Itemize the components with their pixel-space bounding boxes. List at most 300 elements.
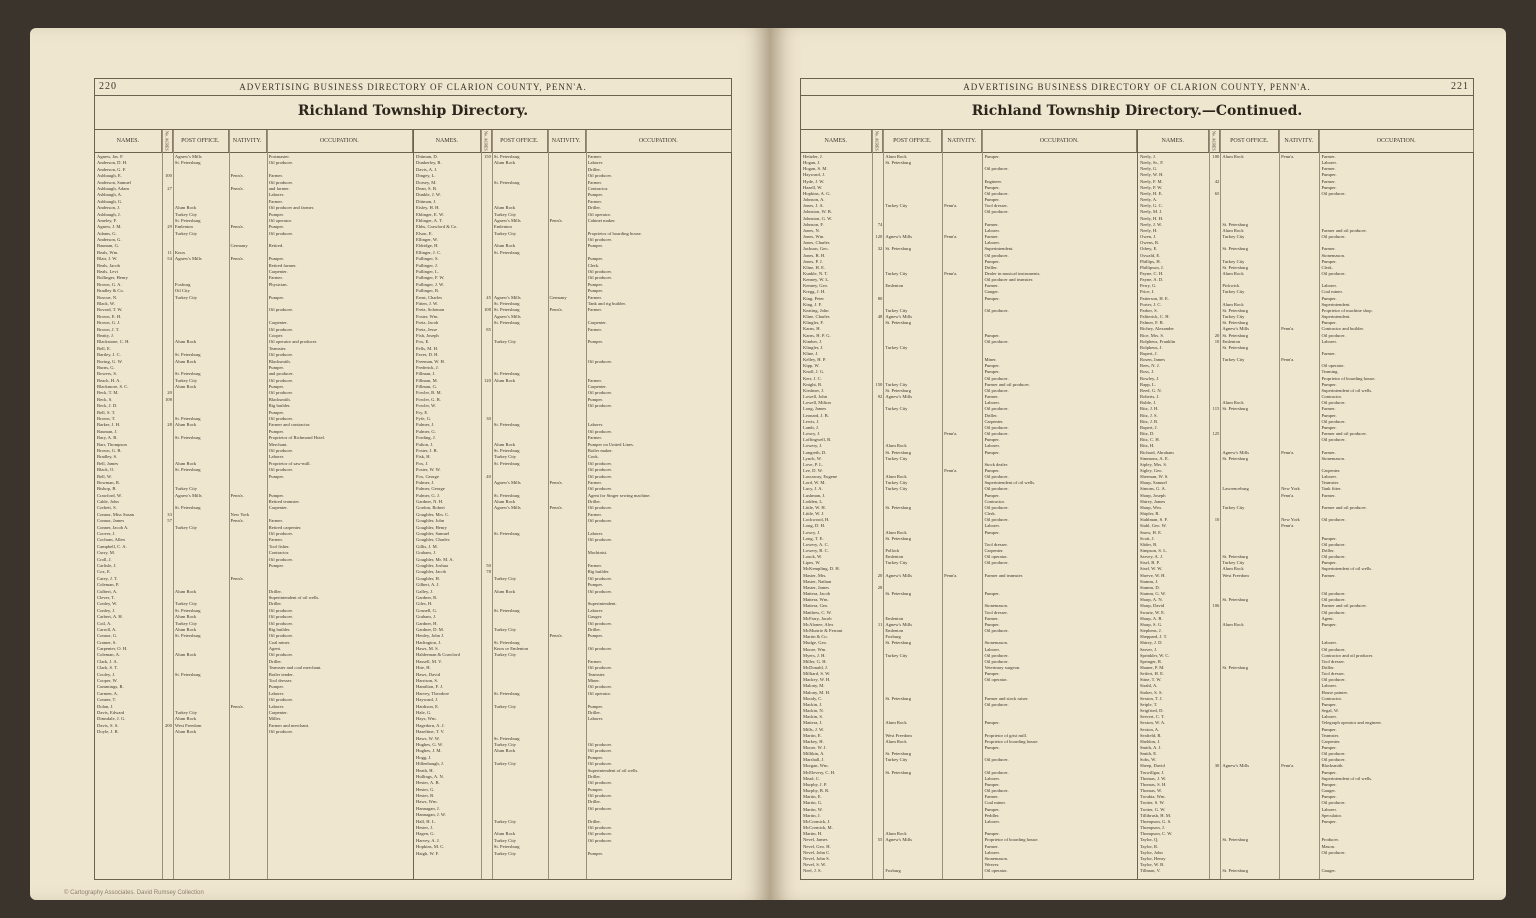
occupation-cell: Farmer and oil producer.	[1321, 227, 1367, 233]
acres-cell: 100	[1212, 154, 1220, 159]
occupation-cell: Pumper.	[268, 428, 284, 434]
occupation-cell: Stonemason.	[984, 640, 1009, 646]
name-cell: Haws, W. W.	[416, 735, 440, 741]
name-cell: Carmen, A.	[97, 690, 119, 696]
name-cell: Haws, Wm.	[416, 799, 438, 805]
post-office-cell: Turkey City	[1222, 258, 1245, 264]
occupation-cell: Oil operator and producer.	[268, 339, 318, 345]
occupation-cell: Oil producer.	[268, 352, 293, 358]
name-cell: Knoll, J. G.	[803, 369, 825, 375]
name-cell: Conner, T.	[97, 697, 117, 703]
name-cell: Gillis, J. M.	[416, 543, 438, 549]
name-cell: Long, James	[803, 406, 827, 412]
occupation-cell: Pumper.	[984, 591, 1000, 597]
name-cell: Bartley, J. C.	[97, 352, 121, 358]
name-cell: Fells, M. H.	[416, 345, 439, 351]
name-cell: Hillenbaugh, J.	[416, 761, 444, 767]
post-office-cell: St. Petersburg	[174, 160, 201, 166]
occupation-cell: Laborer.	[1321, 683, 1337, 689]
occupation-cell: Oil producer.	[587, 793, 612, 799]
acres-cell: 20	[167, 390, 172, 396]
name-cell: Cooper, W.	[97, 678, 118, 684]
occupation-cell: Driller.	[587, 499, 601, 505]
name-cell: Dunkle, J. W.	[416, 192, 441, 198]
occupation-cell: Oil producer.	[587, 620, 612, 626]
name-cell: Ashbaugh, Adam	[97, 185, 129, 191]
name-cell: Hester, B.	[416, 793, 435, 799]
name-cell: Hazeltine, T. V.	[416, 729, 445, 735]
name-cell: Dolan, J.	[97, 703, 114, 709]
occupation-cell: Producer.	[1321, 837, 1339, 843]
name-cell: Shipler, R.	[1140, 511, 1160, 517]
acres-cell: 125	[1212, 431, 1220, 437]
left-page-number: 220	[99, 81, 117, 92]
occupation-cell: Postmaster.	[268, 154, 290, 159]
occupation-cell: Retired farmer.	[268, 262, 297, 268]
occupation-cell: Farmer.	[1321, 246, 1336, 252]
name-cell: Neely, P. W.	[1140, 184, 1163, 190]
occupation-cell: Pumper.	[587, 582, 603, 588]
name-cell: Halderman & Crawford	[416, 652, 460, 658]
name-cell: Roberts, J.	[1140, 394, 1160, 400]
post-office-cell: St. Petersburg	[493, 371, 520, 377]
post-office-cell: Agnew's Mills	[885, 572, 913, 578]
name-cell: Bradley & Co.	[97, 288, 124, 294]
right-page-number: 221	[1451, 81, 1469, 92]
nativity-cell: Penn'a.	[944, 234, 958, 240]
name-cell: Lockwood, H.	[803, 517, 830, 523]
right-page-frame	[800, 78, 1474, 880]
right-running-head	[801, 79, 1473, 96]
directory-rows	[414, 154, 732, 875]
post-office-cell: Turkey City	[1222, 234, 1245, 240]
occupation-cell: Oil producer.	[984, 701, 1009, 707]
post-office-cell: Alum Rock	[174, 729, 197, 735]
occupation-cell: Proprietor of boarding house.	[587, 230, 642, 236]
occupation-cell: Rig builder.	[587, 569, 610, 575]
occupation-cell: Laborer.	[984, 240, 1000, 246]
post-office-cell: Alum Rock	[174, 626, 197, 632]
occupation-cell: Pumper.	[984, 369, 1000, 375]
occupation-cell: Carpenter.	[587, 384, 607, 390]
name-cell: Neely, J. W.	[1140, 221, 1163, 227]
nativity-cell: Penn'a.	[944, 203, 958, 209]
post-office-cell: St. Petersburg	[1222, 554, 1249, 560]
name-cell: Dimsdale, J. G.	[97, 716, 126, 722]
occupation-cell: Contractor.	[984, 498, 1005, 504]
acres-cell: 115	[1212, 406, 1220, 412]
occupation-cell: Oil producer.	[268, 307, 293, 313]
occupation-cell: Stonemason.	[1321, 252, 1346, 258]
name-cell: Porter, J. C.	[1140, 301, 1162, 307]
occupation-cell: Tool dresser.	[1321, 658, 1345, 664]
post-office-cell: Turkey City	[885, 381, 908, 387]
post-office-cell: Alum Rock	[1222, 400, 1244, 406]
occupation-cell: Farmer.	[587, 198, 602, 204]
name-cell: Troubia, Wm.	[1140, 794, 1166, 800]
occupation-cell: Clerk.	[1321, 264, 1333, 270]
name-cell: Snow, H. E.	[1140, 529, 1163, 535]
occupation-cell: Pumper.	[1321, 745, 1337, 750]
name-cell: Campbell, C. A.	[97, 543, 127, 549]
post-office-cell: Alum Rock	[885, 738, 907, 744]
post-office-cell: St. Petersburg	[1222, 455, 1249, 461]
occupation-cell: Oil producer.	[1321, 234, 1346, 240]
name-cell: Fullinger, L.	[416, 269, 439, 275]
column-header: NATIVITY.	[1279, 130, 1319, 152]
name-cell: Ernst, Charles	[416, 294, 443, 300]
name-cell: Harvey, Theodore	[416, 690, 450, 696]
name-cell: Mackin, S.	[803, 714, 824, 720]
post-office-cell: Turkey City	[174, 211, 198, 217]
name-cell: Hamilton, F. J.	[416, 684, 444, 690]
post-office-cell: St. Petersburg	[1222, 406, 1249, 412]
occupation-cell: Oil producer.	[1321, 437, 1346, 443]
name-cell: Eldridge, H.	[416, 243, 439, 249]
post-office-cell: Agnew's Mills	[174, 492, 202, 498]
name-cell: Little, W. H.	[803, 504, 826, 510]
occupation-cell: Contractor and builder.	[1321, 326, 1364, 332]
nativity-cell: Penn'a.	[1281, 763, 1295, 769]
occupation-cell: Oil producer.	[587, 173, 612, 179]
post-office-cell: Turkey City	[1222, 357, 1245, 363]
name-cell: Kenney, W. L.	[803, 277, 830, 283]
name-cell: Hogan, J.	[803, 160, 821, 166]
occupation-cell: Oil producer.	[587, 237, 612, 243]
name-cell: Hagedorn, A. J.	[416, 722, 445, 728]
occupation-cell: Oil producer.	[268, 614, 293, 620]
occupation-cell: Oil producer.	[587, 269, 612, 275]
post-office-cell: St. Petersburg	[1222, 246, 1249, 252]
occupation-cell: Driller.	[984, 264, 998, 270]
post-office-cell: Oil City	[174, 288, 190, 294]
occupation-cell: Driller.	[587, 818, 601, 824]
post-office-cell: Alum Rock	[885, 831, 907, 837]
name-cell: Clark, J. A.	[97, 658, 118, 664]
occupation-cell: Farmer.	[587, 307, 602, 313]
post-office-cell: Alum Rock	[493, 441, 516, 447]
name-cell: Malony, M.	[803, 683, 825, 689]
occupation-cell: Superintendent of oil wells.	[1321, 566, 1373, 572]
occupation-cell: Boiler tender.	[268, 671, 294, 677]
occupation-cell: Oil producer.	[268, 447, 293, 453]
post-office-cell: St. Petersburg	[1222, 597, 1249, 603]
acres-cell: 20	[1214, 332, 1220, 338]
post-office-cell: St. Petersburg	[174, 671, 201, 677]
occupation-cell: Driller.	[984, 412, 998, 418]
post-office-cell: Turkey City	[174, 709, 198, 715]
occupation-cell: Oil operator.	[984, 868, 1008, 874]
name-cell: Seiple, T.	[1140, 701, 1158, 707]
occupation-cell: Pumper.	[984, 492, 1000, 498]
occupation-cell: Contractor.	[1321, 394, 1342, 400]
name-cell: Neely, A.	[1140, 197, 1158, 203]
name-cell: Neely, H.	[1140, 227, 1158, 233]
name-cell: Rolpheus, J.	[1140, 344, 1163, 350]
name-cell: Graham, J.	[416, 614, 437, 620]
occupation-cell: Pumper.	[984, 363, 1000, 369]
acres-cell: 30	[1214, 763, 1220, 769]
occupation-cell: Pumper.	[984, 781, 1000, 787]
name-cell: Fording, J.	[416, 435, 436, 441]
occupation-cell: Oil producer.	[587, 467, 612, 473]
occupation-cell: Laborer.	[587, 607, 604, 613]
acres-cell: 150	[484, 154, 491, 159]
name-cell: Jones, B. H.	[803, 252, 826, 258]
nativity-cell: Penn'a.	[1281, 523, 1295, 529]
name-cell: Boring, G. W.	[97, 358, 123, 364]
post-office-cell: Turkey City	[1222, 289, 1245, 295]
post-office-cell: Emlenton	[885, 628, 904, 634]
post-office-cell: St. Petersburg	[885, 640, 912, 646]
column-header: No. ACRES.	[162, 130, 173, 152]
name-cell: Carey, J. T.	[97, 575, 118, 581]
acres-cell: 11	[167, 249, 172, 255]
occupation-cell: Superintendent.	[1321, 301, 1351, 307]
occupation-cell: Machinist.	[587, 550, 608, 556]
name-cell: Sharp, A. N.	[1140, 597, 1163, 603]
name-cell: Haigh, W. F.	[416, 850, 439, 856]
left-page-frame	[94, 78, 732, 880]
name-cell: Fullinger, J.	[416, 262, 438, 268]
post-office-cell: Turkey City	[885, 560, 908, 566]
name-cell: Jones, J. A.	[803, 203, 824, 209]
table-row	[1138, 868, 1474, 874]
post-office-cell: St. Petersburg	[493, 422, 520, 428]
occupation-cell: Pumper.	[1321, 320, 1337, 326]
post-office-cell: Alum Rock	[493, 205, 516, 211]
name-cell: Langreth, D.	[803, 449, 827, 455]
post-office-cell: Foxburg	[174, 281, 191, 287]
name-cell: Sigley, Geo.	[1140, 467, 1163, 473]
occupation-cell: Oil producer.	[984, 658, 1009, 664]
name-cell: Sharp, Samuel	[1140, 480, 1167, 486]
occupation-cell: Oil producer.	[984, 652, 1009, 658]
post-office-cell: Turkey City	[493, 703, 517, 709]
name-cell: Kerr, J. C.	[803, 375, 822, 381]
occupation-cell: Farmer.	[1321, 178, 1336, 184]
occupation-cell: Oil producer.	[1321, 332, 1346, 338]
post-office-cell: Alum Rock	[1222, 270, 1244, 276]
name-cell: Springer, R.	[1140, 658, 1163, 664]
name-cell: Haws, David	[416, 671, 440, 677]
post-office-cell: Turkey City	[174, 230, 198, 236]
name-cell: Stahl, Geo. W.	[1140, 523, 1167, 529]
name-cell: Galley, J.	[416, 588, 434, 594]
occupation-cell: Segal, W.	[1321, 708, 1339, 714]
name-cell: Martin, E.	[803, 794, 822, 800]
occupation-cell: Gauger.	[587, 614, 603, 620]
occupation-cell: Oil producer.	[587, 831, 612, 837]
name-cell: McCormick, M.	[803, 825, 833, 831]
post-office-cell: St. Petersburg	[885, 387, 912, 393]
name-cell: Lowery, J.	[803, 443, 823, 449]
acres-cell: 10	[1214, 517, 1220, 523]
occupation-cell: Pumper.	[268, 563, 284, 568]
occupation-cell: Retired carpenter.	[268, 524, 302, 530]
acres-cell: 120	[875, 234, 883, 240]
post-office-cell: St. Petersburg	[885, 769, 912, 775]
acres-cell: 11	[877, 621, 883, 627]
occupation-cell: Farmer.	[268, 198, 283, 204]
name-cell: Moore, Wm.	[803, 646, 827, 652]
post-office-cell: St. Petersburg	[174, 371, 201, 377]
name-cell: Martin & Co.	[803, 634, 828, 640]
column-header: No. ACRES.	[872, 130, 884, 152]
column-header: OCCUPATION.	[586, 130, 732, 152]
name-cell: Beatty, J.	[97, 332, 114, 338]
name-cell: Phillipson, J.	[1140, 264, 1164, 270]
name-cell: Hayward, J.	[803, 172, 826, 178]
post-office-cell: Turkey City	[493, 454, 517, 460]
name-cell: Fullinger, R.	[416, 288, 440, 294]
name-cell: Sharp, David	[1140, 603, 1165, 609]
name-cell: Graham, J.	[416, 550, 437, 556]
name-cell: Parker, S.	[1140, 307, 1158, 313]
name-cell: Bowman, R.	[97, 479, 121, 485]
occupation-cell: Oil producer.	[587, 460, 612, 466]
occupation-cell: Oil producer.	[1321, 517, 1346, 523]
post-office-cell: Turkey City	[493, 850, 517, 856]
name-cell: Moody, C.	[803, 695, 823, 701]
occupation-cell: Laborer.	[587, 531, 604, 537]
occupation-cell: Farmer.	[268, 518, 283, 524]
occupation-cell: Peddler.	[984, 812, 1000, 818]
post-office-cell: Alum Rock	[1222, 227, 1244, 233]
post-office-cell: Turkey City	[174, 294, 198, 300]
occupation-cell: Oil producer.	[1321, 646, 1346, 652]
name-cell: Rolpheus, Franklin	[1140, 338, 1176, 344]
name-cell: Bovard, T. W.	[97, 307, 123, 313]
name-cell: Thomas, S. H.	[1140, 781, 1167, 787]
occupation-cell: Pumper.	[1321, 172, 1337, 178]
nativity-cell: New York	[230, 511, 250, 517]
name-cell: Martin, J.	[803, 812, 821, 818]
name-cell: Sheppard, J. T.	[1140, 634, 1168, 640]
occupation-cell: Oil producer.	[1321, 677, 1346, 683]
occupation-cell: Oil producer.	[587, 748, 612, 754]
acres-cell: 54	[167, 256, 172, 262]
post-office-cell: Alum Rock	[493, 588, 516, 594]
name-cell: Sexton, W. A.	[1140, 720, 1166, 726]
name-cell: Sheep, David	[1140, 763, 1165, 769]
occupation-cell: Laborer.	[984, 646, 1000, 652]
post-office-cell: St. Petersburg	[174, 352, 201, 358]
name-cell: Kunkle, N. T.	[803, 270, 828, 276]
name-cell: Taylor, Henry	[1140, 855, 1166, 861]
name-cell: Fowler, G. R.	[416, 396, 441, 402]
name-cell: Milliard, S. W.	[803, 671, 831, 677]
occupation-cell: Laborer.	[268, 690, 285, 696]
name-cell: Jones, Wm.	[803, 234, 825, 240]
name-cell: Bell, James	[97, 460, 119, 466]
post-office-cell: Alum Rock	[1222, 301, 1244, 307]
name-cell: Coil, A.	[97, 620, 112, 626]
post-office-cell: Alum Rock	[493, 377, 516, 383]
occupation-cell: Oil producer.	[984, 387, 1009, 393]
post-office-cell: St. Petersburg	[885, 535, 912, 541]
occupation-cell: Oil producer.	[984, 424, 1009, 430]
name-cell: Swartz, W. E.	[1140, 609, 1166, 615]
column-header: No. ACRES.	[481, 130, 492, 152]
name-cell: Tillibrush, H. M.	[1140, 812, 1172, 818]
name-cell: Neely, H. H.	[1140, 215, 1164, 221]
name-cell: Beck, S.	[97, 396, 113, 402]
occupation-cell: Cook.	[587, 454, 599, 460]
occupation-cell: Oil producer.	[1321, 597, 1346, 603]
occupation-cell: Oil producer.	[984, 757, 1009, 763]
nativity-cell: Penn'a.	[549, 505, 563, 511]
name-cell: Stamm, D.	[1140, 584, 1160, 590]
occupation-cell: Oil producer.	[984, 560, 1009, 566]
name-cell: Master, Mrs.	[803, 572, 827, 578]
occupation-cell: Farmer and teamster.	[984, 572, 1024, 578]
name-cell: Hopkins, M. C.	[416, 844, 445, 850]
name-cell: Fyfe, G.	[416, 416, 432, 422]
name-cell: Hannagan, J. W.	[416, 812, 446, 818]
post-office-cell: West Freedom	[174, 722, 202, 728]
name-cell: Thompson, G. S.	[1140, 818, 1172, 824]
name-cell: Clever, T.	[97, 594, 115, 600]
occupation-cell: Pumper.	[587, 192, 603, 198]
name-cell: Stamm, J.	[1140, 578, 1159, 584]
name-cell: Black, W.	[97, 300, 115, 306]
name-cell: Palmer, F. B.	[1140, 320, 1164, 326]
post-office-cell: St. Petersburg	[174, 217, 201, 223]
name-cell: Hughes, J. M.	[416, 748, 442, 754]
occupation-cell: Farmer.	[984, 794, 999, 800]
name-cell: Fretz, Jesse	[416, 326, 438, 332]
acres-cell: 108	[484, 307, 491, 313]
name-cell: Fretz, Solomon	[416, 307, 445, 313]
name-cell: Master, James	[803, 584, 830, 590]
nativity-cell: Penn'a.	[1281, 154, 1295, 159]
occupation-cell: Superintendent.	[1321, 314, 1351, 320]
post-office-cell: Emlenton	[885, 615, 904, 621]
name-cell: Dorsey, M.	[416, 179, 437, 185]
name-cell: Beach, H. A.	[97, 377, 121, 383]
name-cell: Cox, E.	[97, 569, 111, 575]
name-cell: Ebbs, Crawford & Co.	[416, 224, 458, 230]
name-cell: Henley, John J.	[416, 633, 445, 639]
name-cell: Bauman, G.	[97, 243, 120, 249]
name-cell: Owens, R.	[1140, 240, 1160, 246]
post-office-cell: Agnew's Mills	[493, 217, 521, 223]
directory-column-group-1	[801, 130, 1137, 879]
name-cell: Keating, John	[803, 307, 829, 313]
name-cell: Crawford, W.	[97, 492, 122, 498]
post-office-cell: Alum Rock	[174, 422, 197, 428]
occupation-cell: Agent.	[1321, 615, 1334, 621]
occupation-cell: Speculator.	[1321, 812, 1342, 818]
name-cell: Hannagan, J.	[416, 805, 440, 811]
post-office-cell: St. Petersburg	[885, 160, 912, 166]
name-cell: Goughler, Charles	[416, 537, 450, 543]
occupation-cell: Pumper.	[1321, 184, 1337, 190]
occupation-cell: Laborer.	[984, 818, 1000, 824]
name-cell: Beals, Wm.	[97, 249, 119, 255]
name-cell: Mackey, W. H.	[803, 677, 831, 683]
name-cell: Carbert, A. H.	[97, 614, 123, 620]
name-cell: Lewis, J.	[803, 418, 820, 424]
name-cell: Lipes, W.	[803, 560, 821, 566]
nativity-cell: Penn'a.	[230, 185, 244, 191]
occupation-cell: Pumper.	[1321, 258, 1337, 264]
name-cell: Fry, E.	[416, 409, 429, 415]
left-running-title: ADVERTISING BUSINESS DIRECTORY OF CLARION COUNTY, PENN'A.	[239, 82, 587, 92]
name-cell: Conley, W.	[97, 601, 118, 607]
occupation-cell: Oil producer.	[587, 518, 612, 524]
